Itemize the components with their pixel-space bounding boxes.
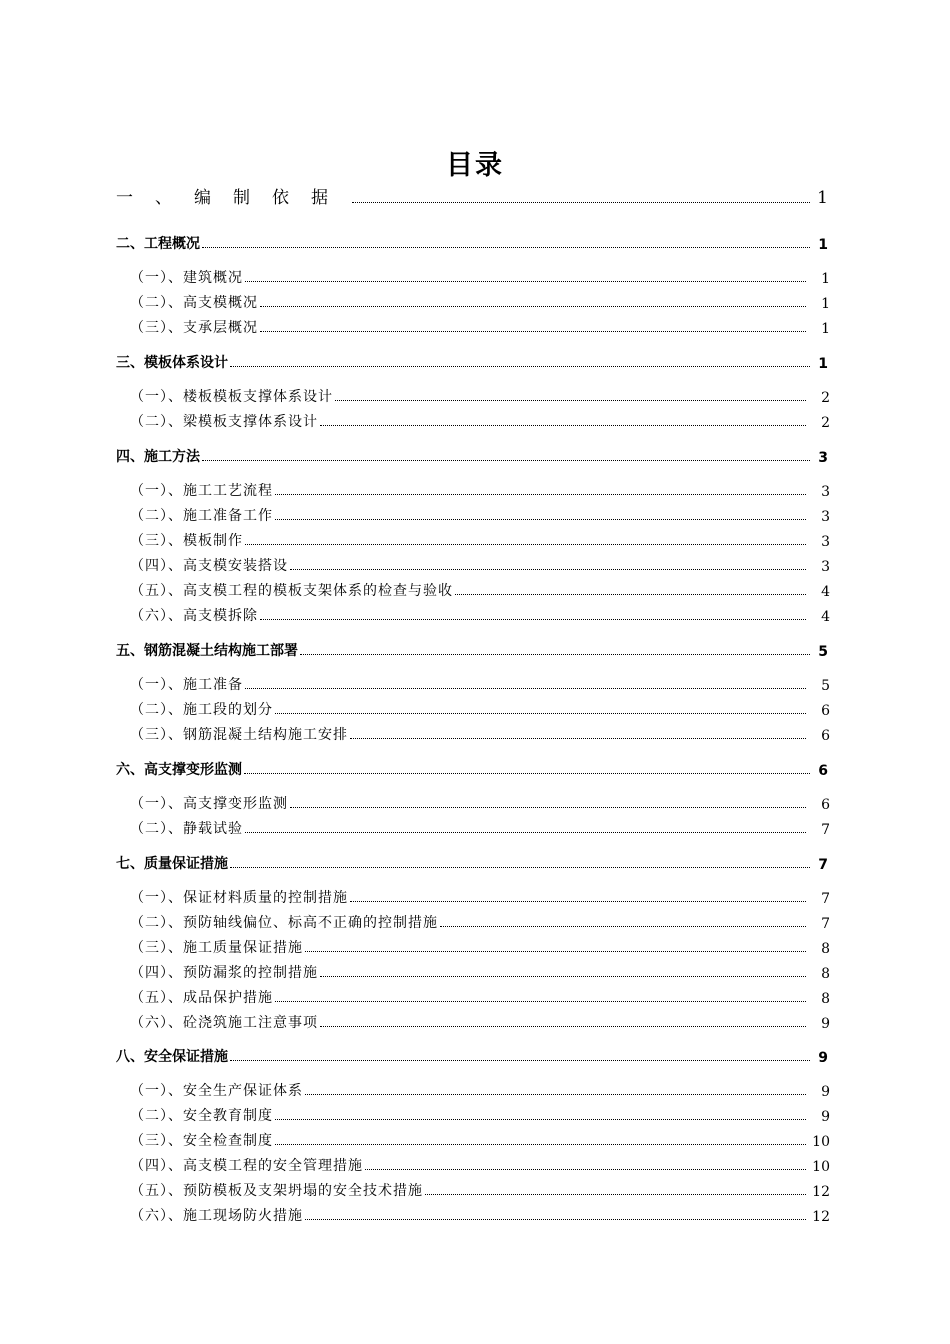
toc-entry[interactable] — [130, 528, 830, 550]
toc-entry-page: 6 — [821, 728, 830, 744]
toc-entry-page: 5 — [821, 678, 830, 694]
toc-entry[interactable] — [130, 553, 830, 575]
toc-entry[interactable] — [116, 350, 828, 372]
toc-entry-label: 七、质量保证措施 — [116, 856, 228, 872]
toc-entry-page: 7 — [818, 857, 828, 873]
toc-entry-page: 9 — [821, 1016, 830, 1032]
toc-entry[interactable] — [130, 578, 830, 600]
dot-leader — [245, 687, 806, 689]
toc-entry-label: （三）、钢筋混凝土结构施工安排 — [130, 727, 348, 743]
toc-entry-page: 8 — [821, 966, 830, 982]
dot-leader — [320, 424, 806, 426]
toc-entry-label: （一）、保证材料质量的控制措施 — [130, 890, 348, 906]
toc-entry-page: 9 — [821, 1109, 830, 1125]
toc-entry[interactable] — [130, 1153, 830, 1175]
toc-entry-page: 3 — [821, 484, 830, 500]
toc-entry-page: 1 — [821, 296, 830, 312]
dot-leader — [300, 653, 810, 655]
toc-entry[interactable] — [130, 722, 830, 744]
dot-leader — [275, 493, 806, 495]
toc-entry-label: （六）、高支模拆除 — [130, 608, 258, 624]
toc-entry-label: （二）、静载试验 — [130, 821, 243, 837]
toc-entry-label: （二）、施工准备工作 — [130, 508, 273, 524]
toc-entry-label: （四）、预防漏浆的控制措施 — [130, 965, 318, 981]
toc-entry-page: 3 — [821, 509, 830, 525]
toc-entry[interactable] — [130, 1203, 830, 1225]
toc-entry-label: （一）、安全生产保证体系 — [130, 1083, 303, 1099]
dot-leader — [335, 399, 806, 401]
dot-leader — [290, 806, 806, 808]
dot-leader — [305, 1093, 806, 1095]
toc-entry-label: （六）、施工现场防火措施 — [130, 1208, 303, 1224]
toc-entry[interactable] — [130, 290, 830, 312]
dot-leader — [202, 459, 810, 461]
toc-entry-page: 12 — [812, 1209, 830, 1225]
dot-leader — [290, 568, 806, 570]
toc-entry-label: （四）、高支模安装搭设 — [130, 558, 288, 574]
toc-entry-page: 4 — [821, 609, 830, 625]
toc-entry-label: （三）、施工质量保证措施 — [130, 940, 303, 956]
toc-entry[interactable] — [116, 757, 828, 779]
dot-leader — [260, 330, 806, 332]
toc-entry-page: 9 — [818, 1050, 828, 1066]
toc-entry-page: 8 — [821, 941, 830, 957]
dot-leader — [305, 950, 806, 952]
toc-entry-label: （二）、梁模板支撑体系设计 — [130, 414, 318, 430]
toc-entry[interactable] — [116, 851, 828, 873]
toc-entry-page: 2 — [821, 415, 830, 431]
toc-entry[interactable] — [116, 231, 828, 253]
dot-leader — [350, 737, 806, 739]
toc-entry-label: （一）、建筑概况 — [130, 270, 243, 286]
toc-entry[interactable] — [130, 384, 830, 406]
toc-entry-page: 6 — [821, 703, 830, 719]
toc-entry[interactable] — [130, 816, 830, 838]
dot-leader — [230, 1059, 810, 1061]
toc-entry[interactable] — [130, 1078, 830, 1100]
toc-entry-label: （二）、安全教育制度 — [130, 1108, 273, 1124]
toc-entry-label: （五）、预防模板及支架坍塌的安全技术措施 — [130, 1183, 423, 1199]
toc-entry-label: （四）、高支模工程的安全管理措施 — [130, 1158, 363, 1174]
toc-entry[interactable] — [130, 478, 830, 500]
dot-leader — [230, 365, 810, 367]
toc-entry-page: 7 — [821, 916, 830, 932]
toc-entry[interactable] — [130, 960, 830, 982]
toc-entry-page: 9 — [821, 1084, 830, 1100]
toc-title: 目录 — [446, 150, 504, 181]
toc-entry-page: 1 — [821, 321, 830, 337]
dot-leader — [365, 1168, 806, 1170]
toc-entry-label: （二）、预防轴线偏位、标高不正确的控制措施 — [130, 915, 438, 931]
toc-entry-page: 5 — [818, 644, 828, 660]
dot-leader — [275, 712, 806, 714]
toc-entry[interactable] — [130, 1103, 830, 1125]
dot-leader — [350, 900, 806, 902]
toc-entry[interactable] — [130, 409, 830, 431]
toc-entry[interactable] — [130, 910, 830, 932]
dot-leader — [305, 1218, 806, 1220]
toc-entry-label: 五、钢筋混凝土结构施工部署 — [116, 643, 298, 659]
toc-entry-label: （六）、砼浇筑施工注意事项 — [130, 1015, 318, 1031]
toc-entry-page: 3 — [821, 534, 830, 550]
toc-entry-page: 7 — [821, 891, 830, 907]
dot-leader — [245, 280, 806, 282]
toc-entry[interactable] — [130, 503, 830, 525]
toc-entry-label: （二）、高支模概况 — [130, 295, 258, 311]
toc-entry-label: 四、施工方法 — [116, 449, 200, 465]
toc-entry-page: 6 — [818, 763, 828, 779]
toc-entry-label: 三、模板体系设计 — [116, 355, 228, 371]
toc-entry-page: 10 — [812, 1159, 830, 1175]
dot-leader — [275, 1143, 806, 1145]
dot-leader — [275, 1000, 806, 1002]
toc-entry-label: （五）、成品保护措施 — [130, 990, 273, 1006]
toc-entry-page: 4 — [821, 584, 830, 600]
toc-entry-page: 10 — [812, 1134, 830, 1150]
toc-entry-label: （一）、施工工艺流程 — [130, 483, 273, 499]
toc-entry[interactable] — [130, 1178, 830, 1200]
toc-entry-label: （二）、施工段的划分 — [130, 702, 273, 718]
toc-entry[interactable] — [130, 672, 830, 694]
toc-entry-label: 六、高支撑变形监测 — [116, 762, 242, 778]
dot-leader — [245, 831, 806, 833]
toc-entry-label: （一）、高支撑变形监测 — [130, 796, 288, 812]
toc-entry-page: 12 — [812, 1184, 830, 1200]
toc-entry[interactable] — [130, 885, 830, 907]
toc-entry-label: （三）、安全检查制度 — [130, 1133, 273, 1149]
toc-entry[interactable] — [130, 1128, 830, 1150]
toc-entry-page: 2 — [821, 390, 830, 406]
toc-entry-page: 1 — [817, 188, 828, 208]
dot-leader — [352, 201, 810, 203]
toc-entry-label: 八、安全保证措施 — [116, 1049, 228, 1065]
toc-entry[interactable] — [130, 791, 830, 813]
toc-entry[interactable] — [130, 697, 830, 719]
dot-leader — [320, 975, 806, 977]
toc-entry[interactable] — [116, 638, 828, 660]
dot-leader — [230, 866, 810, 868]
toc-entry[interactable] — [130, 985, 830, 1007]
toc-entry[interactable] — [116, 1044, 828, 1066]
toc-entry-label: （一）、施工准备 — [130, 677, 243, 693]
toc-entry[interactable] — [130, 603, 830, 625]
toc-entry-page: 3 — [818, 450, 828, 466]
toc-entry[interactable] — [116, 186, 828, 208]
dot-leader — [455, 593, 806, 595]
toc-entry[interactable] — [116, 444, 828, 466]
dot-leader — [440, 925, 806, 927]
dot-leader — [202, 246, 810, 248]
dot-leader — [425, 1193, 806, 1195]
dot-leader — [260, 305, 806, 307]
dot-leader — [320, 1025, 806, 1027]
dot-leader — [275, 1118, 806, 1120]
dot-leader — [244, 772, 810, 774]
toc-entry-page: 3 — [821, 559, 830, 575]
toc-entry[interactable] — [130, 265, 830, 287]
dot-leader — [275, 518, 806, 520]
toc-entry[interactable] — [130, 1010, 830, 1032]
toc-entry-label: 一、编制依据 — [116, 188, 350, 208]
dot-leader — [245, 543, 806, 545]
toc-entry[interactable] — [130, 935, 830, 957]
toc-entry-page: 6 — [821, 797, 830, 813]
toc-entry-page: 1 — [818, 356, 828, 372]
toc-entry-label: （一）、楼板模板支撑体系设计 — [130, 389, 333, 405]
toc-entry-page: 7 — [821, 822, 830, 838]
toc-entry-label: （三）、模板制作 — [130, 533, 243, 549]
toc-entry-page: 1 — [821, 271, 830, 287]
toc-entry-page: 8 — [821, 991, 830, 1007]
toc-entry-label: （三）、支承层概况 — [130, 320, 258, 336]
dot-leader — [260, 618, 806, 620]
toc-entry-page: 1 — [818, 237, 828, 253]
toc-entry-label: 二、工程概况 — [116, 236, 200, 252]
toc-entry-label: （五）、高支模工程的模板支架体系的检查与验收 — [130, 583, 453, 599]
toc-entry[interactable] — [130, 315, 830, 337]
